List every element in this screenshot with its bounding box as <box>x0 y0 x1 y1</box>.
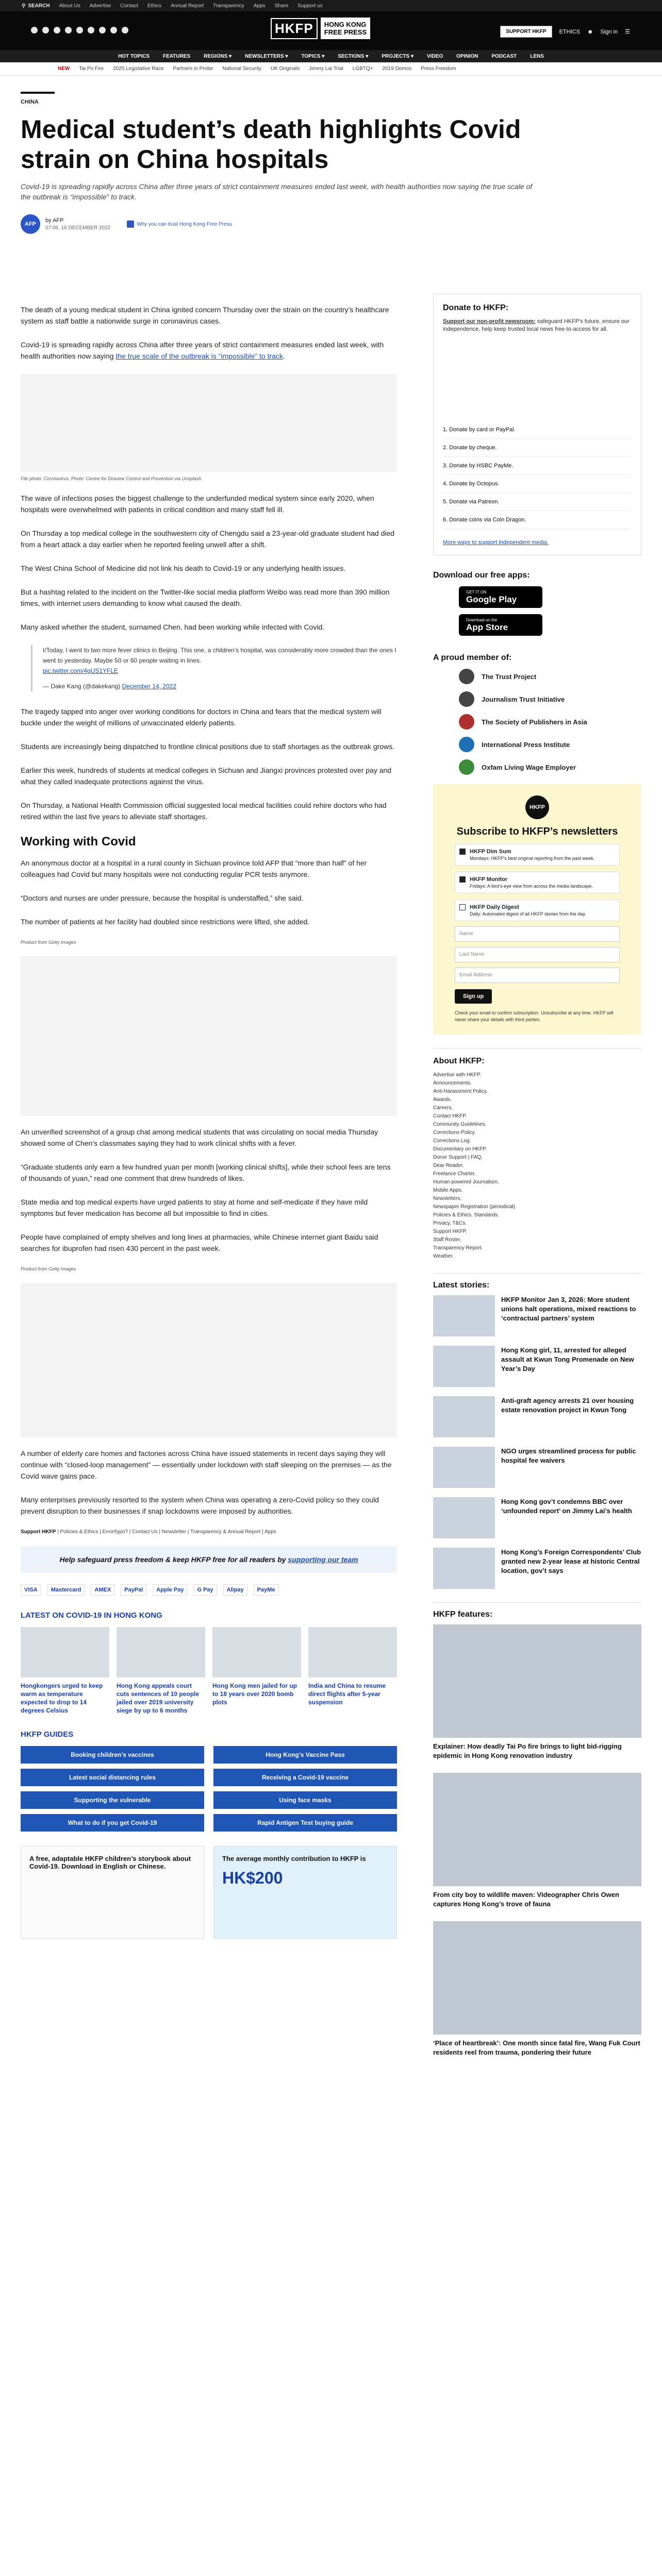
ticker-item[interactable]: 2025 Legislative Race <box>113 66 164 72</box>
telegram-icon[interactable] <box>76 27 83 33</box>
nav-topics[interactable]: TOPICS ▾ <box>301 54 324 59</box>
donate-option[interactable]: 5. Donate via Patreon. <box>443 493 632 511</box>
paragraph: The number of patients at her facility had doubled since restrictions were lifted, she added. <box>21 918 310 926</box>
instagram-icon[interactable] <box>54 27 60 33</box>
paragraph: The wave of infections poses the biggest challenge to the underfunded medical system since early 2020, when hospitals were overwhelmed with patients in critical condition and many staff fell ill. <box>21 494 374 514</box>
paragraph: Covid-19 is spreading rapidly across China after three years of strict containment measures ended last week, with health authorities now saying the true scale of the outbreak is “impossible” to track. <box>21 341 384 360</box>
ipi-icon <box>459 737 474 752</box>
paragraph: An anonymous doctor at a hospital in a rural county in Sichuan province told AFP that “more than half” of her colleagues had Covid but many hospitals were not conducting regular PCR tests anymore. <box>21 859 367 878</box>
more-ways-link[interactable]: More ways to support independent media. <box>443 539 549 546</box>
trust-link[interactable]: Why you can trust Hong Kong Free Press <box>127 221 232 228</box>
site-logo[interactable] <box>271 18 370 39</box>
latest-card[interactable]: Hong Kong appeals court cuts sentences of 10 people jailed over 2019 university siege by up to 6 months <box>117 1627 205 1715</box>
nav-video[interactable]: VIDEO <box>426 53 443 59</box>
newsletter-option[interactable]: HKFP Dim Sum Mondays: HKFP’s best original reporting from the past week. <box>455 844 620 866</box>
payment-methods <box>21 1584 397 1596</box>
oxfam-icon <box>459 759 474 775</box>
getty-embed <box>21 956 397 1116</box>
feature-item[interactable]: From city boy to wildlife maven: Videographer Chris Owen captures Hong Kong’s trove of fauna <box>433 1773 641 1909</box>
paragraph: “Doctors and nurses are under pressure, because the hospital is understaffed,” she said. <box>21 894 304 902</box>
storybook-promo[interactable]: A free, adaptable HKFP children’s storybook about Covid-19. Download in English or Chinese. <box>21 1846 204 1939</box>
article-body <box>21 304 397 1939</box>
about-list <box>433 1071 641 1261</box>
email-icon[interactable] <box>110 27 117 33</box>
email-field[interactable]: Email Address <box>455 968 620 983</box>
utility-link[interactable]: Annual Report <box>171 3 204 9</box>
utility-link[interactable]: Ethics <box>147 3 162 9</box>
donate-option[interactable]: 3. Donate by HSBC PayMe. <box>443 457 632 475</box>
ticker-item[interactable]: Jimmy Lai Trial <box>309 66 343 72</box>
byline <box>21 214 641 234</box>
tweet-pic-link[interactable]: pic.twitter.com/4gUS1YFLE <box>43 667 119 674</box>
latest-thumb <box>308 1627 397 1677</box>
search-icon: ⚲ <box>22 3 26 9</box>
about-link[interactable]: Donor Support | FAQ. <box>433 1155 483 1160</box>
nonprofit-link[interactable]: Support our non-profit newsroom: <box>443 318 536 325</box>
latest-thumb <box>117 1627 205 1677</box>
donate-option[interactable]: 6. Donate coins via Coin Dragon. <box>443 511 632 529</box>
about-link[interactable]: Documentary on HKFP. <box>433 1146 487 1152</box>
new-badge: NEW <box>58 66 70 72</box>
member-logo[interactable]: Journalism Trust Initiative <box>459 691 641 707</box>
utility-link[interactable]: Apps <box>253 3 266 9</box>
main-nav <box>0 50 662 62</box>
apps-heading: Download our free apps: <box>433 571 530 580</box>
article-image <box>21 374 397 472</box>
threads-icon[interactable] <box>88 27 94 33</box>
donate-option[interactable]: 1. Donate by card or PayPal. <box>443 421 632 439</box>
story-thumb <box>433 1447 495 1488</box>
utility-nav <box>59 3 323 9</box>
utility-link[interactable]: Share <box>274 3 289 9</box>
paragraph: Many enterprises previously resorted to the system when China was operating a zero-Covid policy so they could prevent disruption to their businesses if snap lockdowns were imposed by authorities. <box>21 1496 379 1515</box>
header-actions <box>500 26 630 38</box>
sign-in-link[interactable]: Sign in <box>600 28 618 35</box>
google-play-badge[interactable]: GET IT ON Google Play <box>459 586 542 608</box>
guide-button[interactable]: Rapid Antigen Test buying guide <box>213 1814 397 1832</box>
getty-embed <box>21 1283 397 1437</box>
paragraph: Earlier this week, hundreds of students at medical colleges in Sichuan and Jiangxi provinces protested over pay and what they called inadequate protections against the virus. <box>21 766 392 786</box>
last-name-field[interactable]: Last Name <box>455 947 620 962</box>
paragraph: The tragedy tapped into anger over working conditions for doctors in China and fears that the medical system will buckle under the weight of millions of unvaccinated elderly patients. <box>21 707 382 727</box>
nav-opinion[interactable]: OPINION <box>456 53 478 59</box>
story-thumb <box>433 1295 495 1336</box>
feature-thumb <box>433 1921 641 2035</box>
latest-thumb <box>21 1627 109 1677</box>
embedded-tweet: I/Today, I went to two more fever clinics in Beijing. This one, a children’s hospital, was considerably more crowded than the ones I went to yesterday. Maybe 50 or 60 people waiting in lines. pic.twitter.com/4gUS1YFLE — Dake Kang (@dakekang) December 14, 2022 <box>31 645 397 691</box>
nav-projects[interactable]: PROJECTS ▾ <box>382 54 413 59</box>
donate-option[interactable]: 2. Donate by cheque. <box>443 439 632 457</box>
nav-newsletters[interactable]: NEWSLETTERS ▾ <box>245 54 288 59</box>
tweet-date-link[interactable]: December 14, 2022 <box>122 683 177 690</box>
apple-pay-icon: Apple Pay <box>153 1584 187 1596</box>
about-link[interactable]: Human-powered Journalism. <box>433 1179 499 1185</box>
checkbox[interactable] <box>459 849 466 855</box>
about-link[interactable]: Corrections Log. <box>433 1138 471 1144</box>
menu-icon[interactable]: ☰ <box>625 29 630 35</box>
utility-bar <box>0 0 662 11</box>
logo-mark: HKFP <box>271 18 318 39</box>
about-link[interactable]: Anti-Harassment Policy. <box>433 1089 488 1094</box>
story-thumb <box>433 1346 495 1387</box>
about-link[interactable]: Staff Roster. <box>433 1237 461 1243</box>
sopa-icon <box>459 714 474 730</box>
about-link[interactable]: Awards. <box>433 1097 452 1103</box>
about-link[interactable]: Weather. <box>433 1253 454 1259</box>
article-wrapper <box>21 88 641 2056</box>
story-item[interactable]: Hong Kong girl, 11, arrested for alleged assault at Kwun Tong Promenade on New Year’s Day <box>433 1346 641 1387</box>
guide-button[interactable]: Hong Kong’s Vaccine Pass <box>213 1746 397 1764</box>
about-link[interactable]: Mobile Apps. <box>433 1188 463 1193</box>
mastercard-icon: Mastercard <box>47 1584 85 1596</box>
support-links: Support HKFP | Policies & Ethics | Error/typo? | Contact Us | Newsletter | Transparency & Annual Report | Apps <box>21 1529 276 1535</box>
latest-thumb <box>212 1627 301 1677</box>
paragraph: But a hashtag related to the incident on the Twitter-like social media platform Weibo was read more than 390 million times, with internet users demanding to know what caused the death. <box>21 588 390 607</box>
story-item[interactable]: Anti-graft agency arrests 21 over housing estate renovation project in Kwun Tong <box>433 1396 641 1437</box>
paypal-icon: PayPal <box>121 1584 146 1596</box>
site-header <box>0 11 662 50</box>
google-pay-icon: G Pay <box>193 1584 217 1596</box>
ticker-item[interactable]: LGBTQ+ <box>352 66 373 72</box>
paragraph: People have complained of empty shelves and long lines at pharmacies, while Chinese internet giant Baidu said searches for ibuprofen had risen 430 percent in the past week. <box>21 1233 378 1252</box>
latest-covid-list <box>21 1627 397 1715</box>
about-link[interactable]: Policies & Ethics. Standards. <box>433 1212 499 1218</box>
members-heading: A proud member of: <box>433 653 512 662</box>
about-link[interactable]: Newsletters. <box>433 1196 462 1201</box>
utility-link[interactable]: Support us <box>297 3 323 9</box>
kicker-rule <box>21 92 55 94</box>
guide-button[interactable]: Supporting the vulnerable <box>21 1791 204 1809</box>
contribution-promo[interactable]: The average monthly contribution to HKFP is HK$200 <box>213 1846 397 1939</box>
sidebar <box>433 294 641 2070</box>
nav-sections[interactable]: SECTIONS ▾ <box>338 54 368 59</box>
guide-button[interactable]: Booking children’s vaccines <box>21 1746 204 1764</box>
sign-up-button[interactable]: Sign up <box>455 989 492 1004</box>
feature-thumb <box>433 1773 641 1886</box>
support-team-link[interactable]: supporting our team <box>288 1555 358 1564</box>
paragraph: On Thursday, a National Health Commission official suggested local medical facilities could rehire doctors who had retired within the last five years to alleviate staff shortages. <box>21 801 387 821</box>
section-heading: Working with Covid <box>21 835 136 849</box>
paragraph: The death of a young medical student in China ignited concern Thursday over the strain on the country’s healthcare system as staff battle a nationwide surge in coronavirus cases. <box>21 306 389 325</box>
paragraph: On Thursday a top medical college in the southwestern city of Chengdu said a 23-year-old graduate student had died from a heart attack a day earlier when he reported feeling unwell after a shift. <box>21 529 395 549</box>
utility-link[interactable]: About Us <box>59 3 80 9</box>
about-link[interactable]: Freelance Charter. <box>433 1171 476 1177</box>
subheadline: Covid-19 is spreading rapidly across China after three years of strict containment measures ended last week, with health authorities now saying the true scale of the outbreak is “impossible” to track. <box>21 182 533 201</box>
about-heading: About HKFP: <box>433 1057 485 1065</box>
image-caption: Product from Getty Images <box>21 1266 76 1272</box>
newsletter-widget <box>433 784 641 1035</box>
alipay-icon: Alipay <box>223 1584 247 1596</box>
twitter-icon[interactable] <box>42 27 49 33</box>
support-callout: Help safeguard press freedom & keep HKFP free for all readers by supporting our team <box>21 1546 397 1573</box>
nav-hot-topics[interactable]: HOT TOPICS <box>118 53 150 59</box>
bluesky-icon[interactable] <box>99 27 106 33</box>
user-icon[interactable]: ☻ <box>587 28 593 35</box>
guides-grid <box>21 1746 397 1832</box>
trust-icon <box>127 221 134 228</box>
member-logo[interactable]: International Press Institute <box>459 737 641 752</box>
about-link[interactable]: Privacy, T&Cs. <box>433 1221 467 1226</box>
support-hkfp-link[interactable]: Support HKFP <box>21 1529 56 1535</box>
nav-lens[interactable]: LENS <box>530 53 544 59</box>
guide-button[interactable]: What to do if you get Covid-19 <box>21 1814 204 1832</box>
about-link[interactable]: Contact HKFP. <box>433 1113 467 1119</box>
about-link[interactable]: Support HKFP. <box>433 1229 467 1234</box>
ticker-item[interactable]: National Security <box>222 66 261 72</box>
ticker-item[interactable]: Partners in Probe <box>173 66 213 72</box>
donate-widget: Donate to HKFP: Support our non-profit newsroom: safeguard HKFP’s future, ensure our independence, help keep trusted local news free-to-access for all. 1. Donate by card or PayPal. 2. Donate by cheque. 3. Donate by HSBC PayMe. 4. Donate by Octopus. 5. Donate via Patreon. 6. Donate coins via Coin Dragon. More ways to support independent media. <box>433 294 641 555</box>
about-link[interactable]: Corrections Policy. <box>433 1130 476 1136</box>
category-kicker[interactable]: CHINA <box>21 99 39 105</box>
newsletter-logo: HKFP <box>525 795 549 819</box>
checkbox[interactable] <box>459 876 466 883</box>
paragraph: A number of elderly care homes and factories across China have issued statements in recent days saying they will continue with “closed-loop management” — essentially under lockdown with staff sleeping on the premises — as the Covid wave gains pace. <box>21 1449 392 1480</box>
donate-image <box>443 333 632 421</box>
paragraph: State media and top medical experts have urged patients to stay at home and self-medicate if they have mild symptoms but fever medication has become all but impossible to find in cities. <box>21 1198 368 1217</box>
utility-link[interactable]: Advertise <box>89 3 111 9</box>
about-widget <box>433 1048 641 1261</box>
ticker-item[interactable]: Press Freedom <box>421 66 456 72</box>
about-link[interactable]: Announcements. <box>433 1080 472 1086</box>
outbreak-link[interactable]: the true scale of the outbreak is “impossible” to track <box>115 352 283 360</box>
ticker-item[interactable]: 2019 Demos <box>382 66 412 72</box>
social-links <box>31 27 128 33</box>
newsletter-heading: Subscribe to HKFP’s newsletters <box>456 826 618 837</box>
latest-covid-heading: LATEST ON COVID-19 IN HONG KONG <box>21 1611 162 1620</box>
tweet-author: — Dake Kang (@dakekang) <box>43 683 121 690</box>
search-button[interactable]: ⚲ SEARCH <box>22 3 50 9</box>
ethics-link[interactable]: ETHICS <box>559 28 580 35</box>
guide-button[interactable]: Receiving a Covid-19 vaccine <box>213 1769 397 1786</box>
donate-option[interactable]: 4. Donate by Octopus. <box>443 475 632 493</box>
about-link[interactable]: Advertise with HKFP. <box>433 1072 482 1078</box>
trust-project-icon <box>459 669 474 684</box>
image-caption: File photo: Coronavirus. Photo: Centre for Disease Control and Prevention via Unsplash. <box>21 476 203 481</box>
member-logo[interactable]: Oxfam Living Wage Employer <box>459 759 641 775</box>
payme-icon: PayMe <box>254 1584 279 1596</box>
support-hkfp-button[interactable]: SUPPORT HKFP <box>500 26 552 38</box>
latest-stories-widget <box>433 1273 641 1589</box>
apps-widget <box>433 571 641 636</box>
story-thumb <box>433 1548 495 1589</box>
nav-features[interactable]: FEATURES <box>163 53 191 59</box>
promo-row <box>21 1846 397 1939</box>
story-item[interactable]: NGO urges streamlined process for public hospital fee waivers <box>433 1447 641 1488</box>
guide-button[interactable]: Latest social distancing rules <box>21 1769 204 1786</box>
latest-card[interactable]: Hongkongers urged to keep warm as temperature expected to drop to 14 degrees Celsius <box>21 1627 109 1715</box>
ticker-item[interactable]: UK Originals <box>270 66 300 72</box>
donate-heading: Donate to HKFP: <box>443 303 509 312</box>
paragraph: Many asked whether the student, surnamed Chen, had been working while infected with Covid. <box>21 623 325 631</box>
paragraph: Students are increasingly being dispatched to frontline clinical positions due to staff shortages as the outbreak grows. <box>21 742 395 751</box>
youtube-icon[interactable] <box>65 27 72 33</box>
utility-link[interactable]: Contact <box>120 3 138 9</box>
author-name[interactable]: by AFP <box>45 217 64 224</box>
guides-heading: HKFP GUIDES <box>21 1730 74 1739</box>
features-heading: HKFP features: <box>433 1610 493 1619</box>
newsletter-option[interactable]: HKFP Monitor Fridays: A bird’s-eye view from across the media landscape. <box>455 872 620 893</box>
about-link[interactable]: Newspaper Registration (periodical). <box>433 1204 517 1210</box>
story-thumb <box>433 1396 495 1437</box>
about-link[interactable]: Dear Reader. <box>433 1163 464 1168</box>
headline: Medical student’s death highlights Covid strain on China hospitals <box>21 115 521 174</box>
latest-card[interactable]: Hong Kong men jailed for up to 18 years over 2020 bomb plots <box>212 1627 301 1715</box>
nav-podcast[interactable]: PODCAST <box>491 53 517 59</box>
feature-item[interactable]: Explainer: How deadly Tai Po fire brings to light bid-rigging epidemic in Hong Kong renovation industry <box>433 1624 641 1760</box>
first-name-field[interactable]: Name <box>455 926 620 942</box>
topic-ticker <box>0 62 662 76</box>
amex-icon: AMEX <box>91 1584 114 1596</box>
member-logo[interactable]: The Trust Project <box>459 669 641 684</box>
paragraph: An unverified screenshot of a group chat among medical students that was circulating on social media Thursday showed some of Chen’s classmates saying they had to work clinical shifts with a fever. <box>21 1128 378 1147</box>
facebook-icon[interactable] <box>31 27 38 33</box>
paragraph: “Graduate students only earn a few hundred yuan per month [working clinical shifts], while their school fees are tens of thousands of yuan,” read one comment that drew hundreds of likes. <box>21 1163 391 1182</box>
story-item[interactable]: Hong Kong gov’t condemns BBC over ‘unfounded report’ on Jimmy Lai’s health <box>433 1497 641 1538</box>
visa-icon: VISA <box>21 1584 41 1596</box>
story-item[interactable]: HKFP Monitor Jan 3, 2026: More student unions halt operations, mixed reactions to ‘contractual partners’ system <box>433 1295 641 1336</box>
ticker-item[interactable]: Tai Po Fire <box>79 66 104 72</box>
newsletter-note: Check your email to confirm subscription. Unsubscribe at any time. HKFP will never share your details with third parties. <box>455 1010 614 1022</box>
author-avatar: AFP <box>21 214 40 234</box>
nav-regions[interactable]: REGIONS ▾ <box>204 54 231 59</box>
image-caption: Product from Getty Images <box>21 940 76 945</box>
logo-wordmark: HONG KONG FREE PRESS <box>321 18 370 39</box>
checkbox[interactable] <box>459 904 466 910</box>
features-widget <box>433 1602 641 2057</box>
feature-thumb <box>433 1624 641 1738</box>
story-item[interactable]: Hong Kong’s Foreign Correspondents’ Club granted new 2-year lease at historic Central location, gov’t says <box>433 1548 641 1589</box>
paragraph: The West China School of Medicine did not link his death to Covid-19 or any underlying health issues. <box>21 564 346 572</box>
rss-icon[interactable] <box>122 27 128 33</box>
about-link[interactable]: Community Guidelines. <box>433 1122 487 1127</box>
latest-stories-heading: Latest stories: <box>433 1281 490 1290</box>
app-store-badge[interactable]: Download on the App Store <box>459 614 542 636</box>
jti-icon <box>459 691 474 707</box>
newsletter-option[interactable]: HKFP Daily Digest Daily: Automated digest of all HKFP stories from the day. <box>455 900 620 921</box>
publish-date: 07:06, 16 DECEMBER 2022 <box>45 225 111 231</box>
about-link[interactable]: Careers. <box>433 1105 453 1111</box>
about-link[interactable]: Transparency Report. <box>433 1245 483 1251</box>
member-logo[interactable]: The Society of Publishers in Asia <box>459 714 641 730</box>
members-widget <box>433 653 641 775</box>
feature-item[interactable]: ‘Place of heartbreak’: One month since fatal fire, Wang Fuk Court residents reel from trauma, pondering their future <box>433 1921 641 2057</box>
utility-link[interactable]: Transparency <box>213 3 244 9</box>
guide-button[interactable]: Using face masks <box>213 1791 397 1809</box>
story-thumb <box>433 1497 495 1538</box>
latest-card[interactable]: India and China to resume direct flights after 5-year suspension <box>308 1627 397 1715</box>
